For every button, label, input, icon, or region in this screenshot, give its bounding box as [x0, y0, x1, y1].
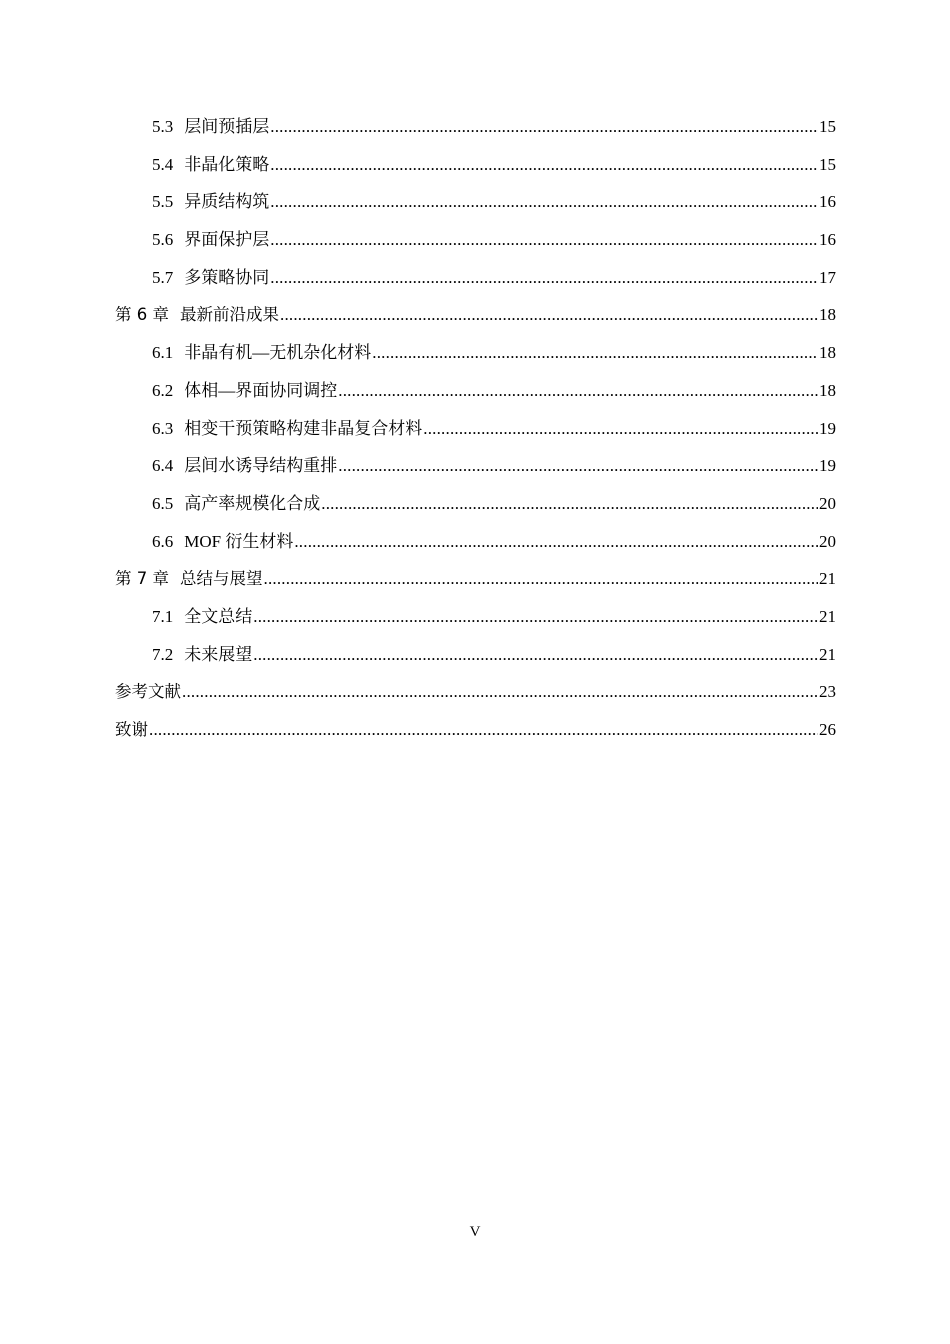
toc-entry[interactable] — [0, 183, 950, 221]
toc-entry-page-number: 21 — [819, 644, 836, 664]
toc-entry-title: 相变干预策略构建非晶复合材料 — [184, 418, 423, 438]
toc-entry-number: 6.1 — [152, 343, 174, 363]
toc-entry[interactable] — [0, 636, 950, 674]
toc-entry-title: 未来展望 — [184, 644, 253, 664]
toc-leader-dots — [253, 636, 818, 674]
toc-entry-title: 层间水诱导结构重排 — [184, 456, 338, 476]
toc-entry-number: 7.1 — [152, 606, 174, 626]
toc-entry-page-number: 17 — [819, 267, 836, 287]
toc-entry-page-number: 20 — [819, 531, 836, 551]
toc-leader-dots — [338, 447, 818, 485]
toc-leader-dots — [264, 560, 819, 598]
toc-entry-page-number: 15 — [819, 154, 836, 174]
toc-entry[interactable] — [0, 485, 950, 523]
toc-entry-title: 参考文献 — [115, 682, 181, 702]
toc-leader-dots — [321, 485, 818, 523]
toc-entry-title: 总结与展望 — [180, 569, 263, 589]
toc-entry[interactable] — [0, 334, 950, 372]
toc-entry[interactable] — [0, 560, 950, 598]
toc-leader-dots — [270, 146, 818, 184]
toc-entry-page-number: 23 — [819, 682, 836, 702]
toc-leader-dots — [338, 372, 818, 410]
toc-entry-page-number: 18 — [819, 305, 836, 325]
toc-entry[interactable] — [0, 410, 950, 448]
toc-entry[interactable] — [0, 673, 950, 711]
toc-entry-title: 高产率规模化合成 — [184, 493, 321, 513]
toc-entry-number: 5.7 — [152, 267, 174, 287]
toc-entry[interactable] — [0, 296, 950, 334]
toc-entry-page-number: 21 — [819, 569, 836, 589]
toc-entry-page-number: 15 — [819, 117, 836, 136]
toc-entry-number: 5.5 — [152, 192, 174, 212]
toc-entry-number: 第 6 章 — [115, 305, 169, 325]
toc-entry-title: 体相—界面协同调控 — [184, 380, 338, 400]
toc-entry[interactable] — [0, 523, 950, 561]
table-of-contents — [0, 108, 950, 749]
toc-entry-number: 6.3 — [152, 418, 174, 438]
toc-leader-dots — [270, 259, 818, 297]
toc-leader-dots — [270, 108, 818, 146]
toc-entry-title: MOF 衍生材料 — [184, 531, 294, 551]
toc-leader-dots — [149, 711, 818, 749]
toc-entry-number: 5.4 — [152, 154, 174, 174]
toc-entry[interactable] — [0, 108, 950, 146]
toc-entry[interactable] — [0, 447, 950, 485]
toc-entry-title: 多策略协同 — [184, 267, 270, 287]
toc-entry-title: 致谢 — [115, 720, 148, 739]
toc-entry-number: 6.2 — [152, 380, 174, 400]
toc-entry-page-number: 18 — [819, 380, 836, 400]
toc-entry-number: 6.5 — [152, 493, 174, 513]
toc-entry-number: 7.2 — [152, 644, 174, 664]
toc-entry-title: 非晶化策略 — [184, 154, 270, 174]
toc-entry-title: 全文总结 — [184, 606, 253, 626]
toc-entry-page-number: 26 — [819, 720, 836, 739]
toc-entry-number: 5.3 — [152, 117, 174, 136]
toc-entry-title: 最新前沿成果 — [180, 305, 279, 325]
page-footer-number: V — [469, 1224, 481, 1240]
toc-leader-dots — [280, 296, 818, 334]
toc-entry[interactable] — [0, 372, 950, 410]
toc-entry-number: 5.6 — [152, 230, 174, 250]
toc-entry-page-number: 19 — [819, 418, 836, 438]
toc-entry-page-number: 21 — [819, 606, 836, 626]
toc-entry[interactable] — [0, 221, 950, 259]
toc-leader-dots — [270, 221, 818, 259]
toc-entry-number: 6.6 — [152, 531, 174, 551]
toc-entry-number: 第 7 章 — [115, 569, 169, 589]
toc-entry-page-number: 19 — [819, 456, 836, 476]
toc-entry-number: 6.4 — [152, 456, 174, 476]
toc-entry[interactable] — [0, 146, 950, 184]
toc-leader-dots — [294, 523, 818, 561]
toc-entry-title: 异质结构筑 — [184, 192, 270, 212]
toc-entry-page-number: 18 — [819, 343, 836, 363]
toc-leader-dots — [253, 598, 818, 636]
toc-entry-title: 层间预插层 — [184, 117, 270, 136]
toc-entry-page-number: 20 — [819, 493, 836, 513]
toc-entry[interactable] — [0, 711, 950, 749]
toc-entry-page-number: 16 — [819, 192, 836, 212]
toc-leader-dots — [423, 410, 818, 448]
toc-leader-dots — [182, 673, 818, 711]
toc-leader-dots — [270, 183, 818, 221]
toc-entry[interactable] — [0, 598, 950, 636]
toc-entry-title: 界面保护层 — [184, 230, 270, 250]
toc-leader-dots — [372, 334, 818, 372]
toc-entry[interactable] — [0, 259, 950, 297]
toc-entry-title: 非晶有机—无机杂化材料 — [184, 343, 372, 363]
toc-entry-page-number: 16 — [819, 230, 836, 250]
